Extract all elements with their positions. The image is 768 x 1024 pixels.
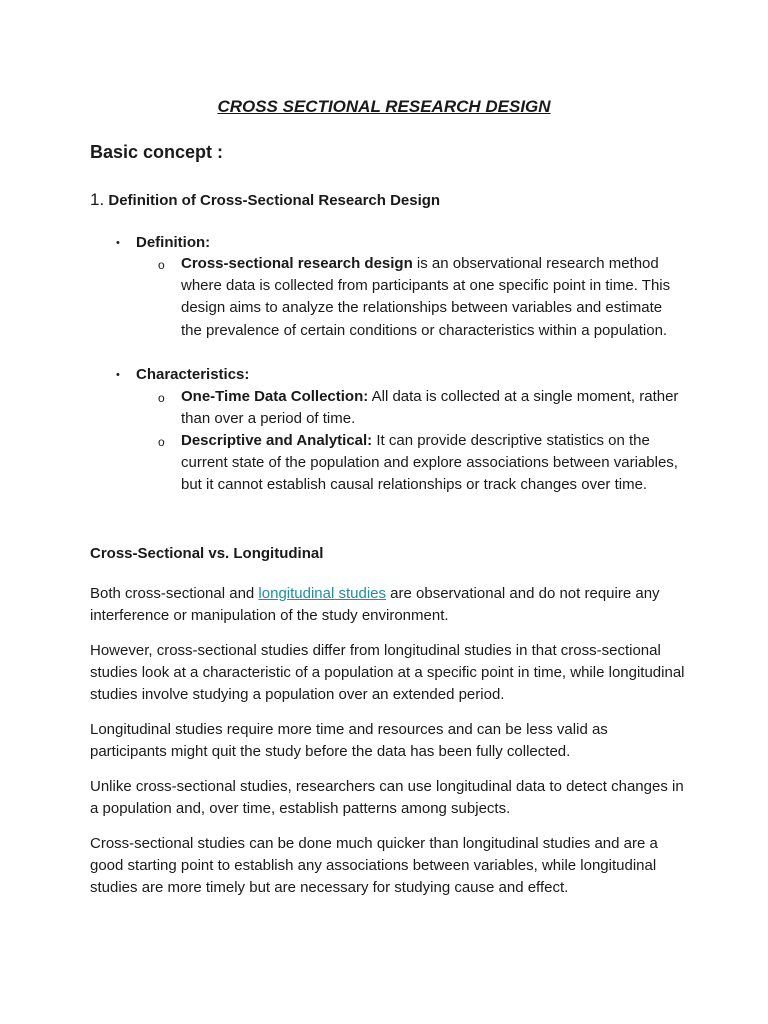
characteristic-item-term: Descriptive and Analytical: xyxy=(181,432,373,449)
characteristic-item-one-time xyxy=(181,386,681,430)
sub-bullet-icon: o xyxy=(158,435,165,449)
definition-label: Definition: xyxy=(136,234,211,251)
section-1-heading xyxy=(90,189,440,212)
paragraph-1-before: Both cross-sectional and xyxy=(90,585,259,602)
sub-bullet-icon: o xyxy=(158,258,165,272)
definition-item-term: Cross-sectional research design xyxy=(181,255,413,272)
paragraph-4: Unlike cross-sectional studies, researchers can use longitudinal data to detect changes in a population and, over time, establish patterns among subjects. xyxy=(90,778,684,818)
characteristic-item-term: One-Time Data Collection: xyxy=(181,388,369,405)
section-1-number: 1. xyxy=(90,190,105,209)
paragraph-5: Cross-sectional studies can be done much quicker than longitudinal studies and are a good starting point to establish any associations between variables, while longitudinal studies are more timely but are necessary for studying cause and effect. xyxy=(90,835,658,897)
paragraph-2: However, cross-sectional studies differ from longitudinal studies in that cross-sectional studies look at a characteristic of a population at a specific point in time, while longitudinal studies involve studying a population over an extended period. xyxy=(90,642,685,704)
paragraph-1-after: are observational and do not require any interference or manipulation of the study environment. xyxy=(90,585,660,625)
bullet-icon: • xyxy=(116,369,120,381)
paragraph-1 xyxy=(90,583,686,627)
basic-concept-heading: Basic concept : xyxy=(90,142,224,162)
definition-item xyxy=(181,253,681,342)
section-2-heading: Cross-Sectional vs. Longitudinal xyxy=(90,545,324,562)
characteristic-item-text: It can provide descriptive statistics on the current state of the population and explore associations between variables, but it cannot establish causal relationships or track changes over time. xyxy=(181,432,678,494)
bullet-icon: • xyxy=(116,237,120,249)
longitudinal-studies-link[interactable]: longitudinal studies xyxy=(258,585,387,602)
definition-item-text: is an observational research method where data is collected from participants at one specific point in time. This design aims to analyze the relationships between variables and estimate the prevalence of certain conditions or characteristics within a population. xyxy=(181,255,671,339)
sub-bullet-icon: o xyxy=(158,391,165,405)
characteristics-label: Characteristics: xyxy=(136,366,250,383)
paragraph-3: Longitudinal studies require more time and resources and can be less valid as participants might quit the study before the data has been fully collected. xyxy=(90,721,608,761)
characteristic-item-descriptive xyxy=(181,430,681,497)
document-title: CROSS SECTIONAL RESEARCH DESIGN xyxy=(217,97,551,116)
section-1-title: Definition of Cross-Sectional Research Design xyxy=(108,192,441,209)
characteristic-item-text: All data is collected at a single moment, rather than over a period of time. xyxy=(181,388,679,428)
